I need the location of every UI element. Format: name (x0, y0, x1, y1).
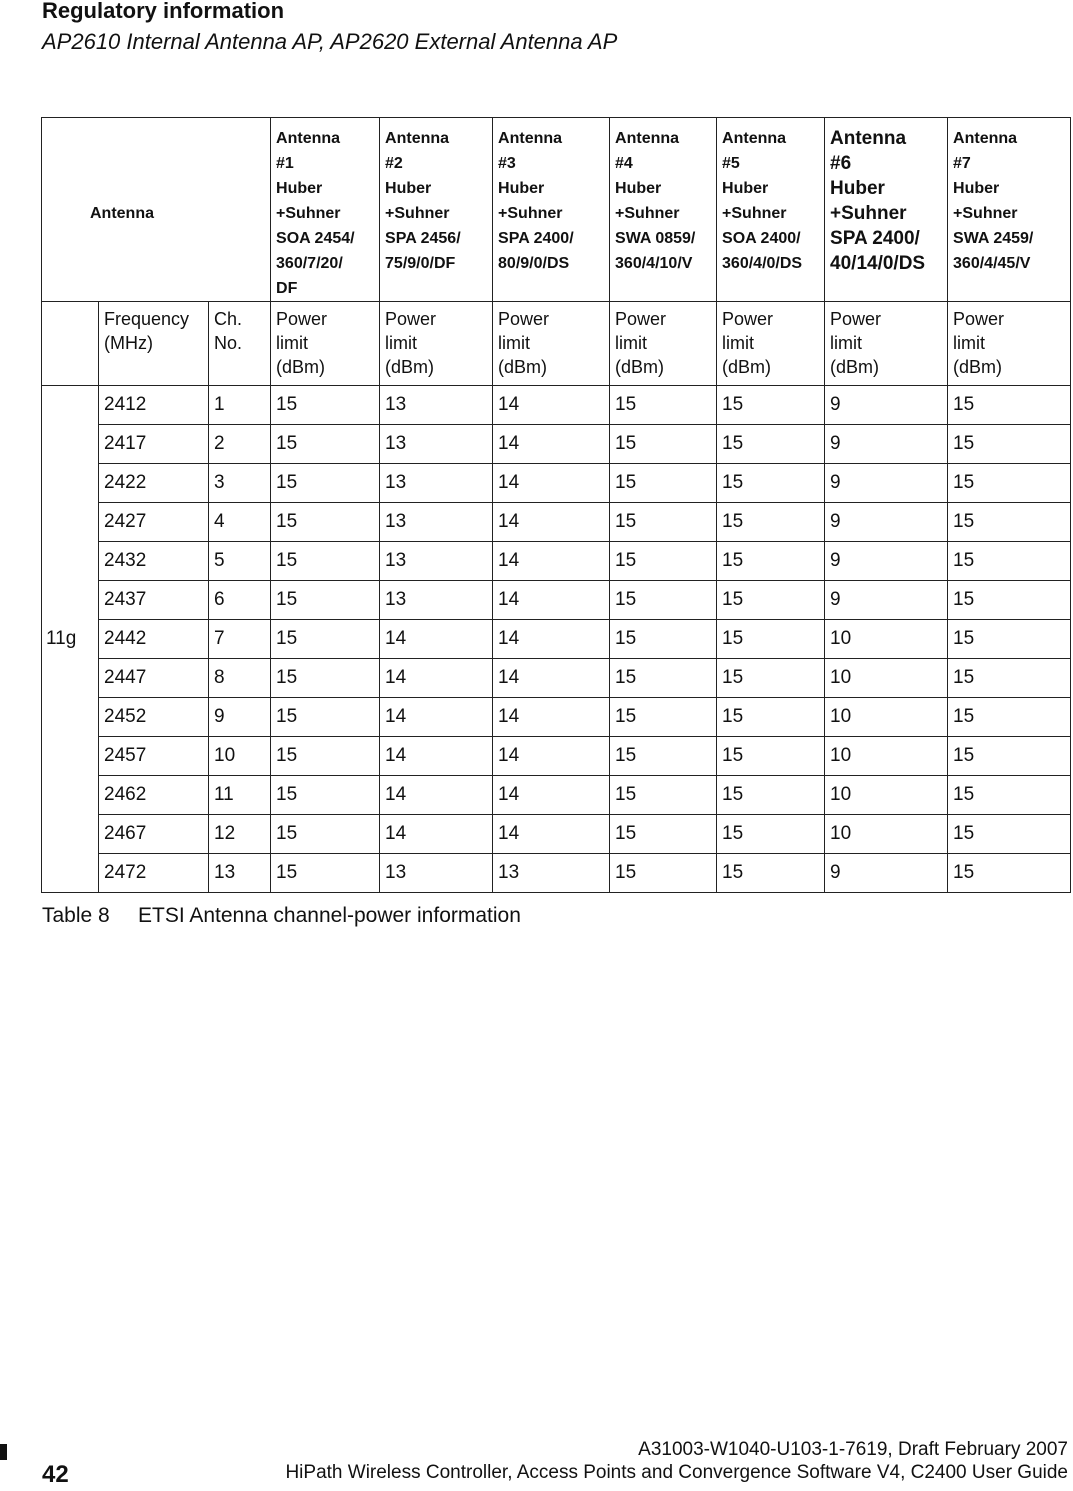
table-caption-number: Table 8 (42, 904, 110, 927)
power-limit-cell: 15 (948, 464, 1071, 503)
power-limit-cell: 15 (948, 386, 1071, 425)
power-limit-cell: 15 (610, 698, 717, 737)
power-limit-cell: 14 (380, 815, 493, 854)
section-title: Regulatory information (42, 0, 285, 23)
antenna-header-1: Antenna #1 Huber +Suhner SOA 2454/ 360/7/20/ DF (271, 118, 380, 302)
frequency-cell: 2432 (99, 542, 209, 581)
power-limit-cell: 15 (717, 464, 825, 503)
frequency-cell: 2442 (99, 620, 209, 659)
power-limit-cell: 9 (825, 581, 948, 620)
frequency-cell: 2412 (99, 386, 209, 425)
table-row (42, 581, 1071, 620)
document-id: A31003-W1040-U103-1-7619, Draft February 2007 (638, 1439, 1068, 1460)
power-limit-cell: 15 (271, 620, 380, 659)
channel-cell: 11 (209, 776, 271, 815)
power-limit-cell: 10 (825, 659, 948, 698)
power-limit-cell: 15 (271, 425, 380, 464)
power-limit-cell: 9 (825, 464, 948, 503)
power-limit-cell: 9 (825, 542, 948, 581)
power-limit-cell: 15 (948, 698, 1071, 737)
power-limit-cell: 15 (948, 737, 1071, 776)
frequency-cell: 2427 (99, 503, 209, 542)
power-limit-cell: 15 (271, 698, 380, 737)
channel-cell: 5 (209, 542, 271, 581)
antenna-header-7: Antenna #7 Huber +Suhner SWA 2459/ 360/4/45/V (948, 118, 1071, 302)
channel-cell: 12 (209, 815, 271, 854)
table-row (42, 464, 1071, 503)
power-limit-cell: 15 (610, 464, 717, 503)
channel-cell: 7 (209, 620, 271, 659)
power-limit-cell: 14 (493, 815, 610, 854)
section-subtitle: AP2610 Internal Antenna AP, AP2620 External Antenna AP (42, 29, 618, 54)
power-limit-cell: 14 (380, 620, 493, 659)
power-limit-cell: 15 (271, 815, 380, 854)
power-limit-cell: 14 (380, 659, 493, 698)
channel-header: Ch. No. (209, 302, 271, 386)
frequency-cell: 2462 (99, 776, 209, 815)
power-limit-cell: 15 (948, 776, 1071, 815)
power-limit-cell: 15 (610, 776, 717, 815)
power-limit-cell: 15 (717, 854, 825, 893)
power-limit-cell: 15 (610, 542, 717, 581)
power-limit-cell: 15 (717, 386, 825, 425)
power-limit-cell: 13 (380, 425, 493, 464)
channel-cell: 6 (209, 581, 271, 620)
table-row (42, 386, 1071, 425)
frequency-cell: 2417 (99, 425, 209, 464)
power-limit-cell: 15 (271, 737, 380, 776)
units-header-row (42, 302, 1071, 386)
power-limit-header-6: Power limit (dBm) (825, 302, 948, 386)
document-title: HiPath Wireless Controller, Access Points and Convergence Software V4, C2400 User Guide (285, 1462, 1068, 1483)
power-limit-header-3: Power limit (dBm) (493, 302, 610, 386)
power-limit-cell: 14 (380, 737, 493, 776)
channel-cell: 4 (209, 503, 271, 542)
power-limit-cell: 15 (717, 542, 825, 581)
power-limit-cell: 14 (493, 386, 610, 425)
power-limit-cell: 10 (825, 776, 948, 815)
power-limit-cell: 9 (825, 854, 948, 893)
power-limit-cell: 15 (717, 659, 825, 698)
table-row (42, 854, 1071, 893)
table-row (42, 776, 1071, 815)
power-limit-header-2: Power limit (dBm) (380, 302, 493, 386)
power-limit-cell: 15 (610, 737, 717, 776)
frequency-cell: 2422 (99, 464, 209, 503)
power-limit-cell: 15 (271, 464, 380, 503)
table-row (42, 815, 1071, 854)
power-limit-cell: 14 (493, 464, 610, 503)
channel-cell: 2 (209, 425, 271, 464)
table-row (42, 620, 1071, 659)
power-limit-cell: 15 (610, 854, 717, 893)
antenna-column-label: Antenna (42, 118, 271, 302)
power-limit-cell: 15 (610, 581, 717, 620)
power-limit-cell: 15 (717, 815, 825, 854)
power-limit-cell: 10 (825, 815, 948, 854)
power-limit-cell: 15 (610, 503, 717, 542)
table-row (42, 503, 1071, 542)
power-limit-cell: 13 (380, 386, 493, 425)
band-header-blank (42, 302, 99, 386)
power-limit-cell: 13 (380, 464, 493, 503)
power-limit-cell: 15 (610, 620, 717, 659)
power-limit-cell: 15 (610, 386, 717, 425)
power-limit-cell: 13 (493, 854, 610, 893)
power-limit-header-5: Power limit (dBm) (717, 302, 825, 386)
power-limit-cell: 9 (825, 425, 948, 464)
channel-cell: 13 (209, 854, 271, 893)
channel-cell: 1 (209, 386, 271, 425)
power-limit-cell: 15 (948, 542, 1071, 581)
power-limit-cell: 13 (380, 503, 493, 542)
power-limit-cell: 15 (610, 425, 717, 464)
power-limit-cell: 15 (717, 698, 825, 737)
page-number: 42 (42, 1461, 69, 1488)
power-limit-cell: 15 (271, 854, 380, 893)
table-caption-text: ETSI Antenna channel-power information (138, 904, 521, 927)
frequency-cell: 2457 (99, 737, 209, 776)
power-limit-cell: 15 (271, 542, 380, 581)
power-limit-header-1: Power limit (dBm) (271, 302, 380, 386)
table-caption (42, 904, 521, 928)
power-limit-cell: 14 (493, 581, 610, 620)
power-limit-cell: 15 (948, 659, 1071, 698)
power-limit-cell: 15 (717, 425, 825, 464)
power-limit-header-7: Power limit (dBm) (948, 302, 1071, 386)
frequency-cell: 2447 (99, 659, 209, 698)
frequency-cell: 2472 (99, 854, 209, 893)
power-limit-cell: 15 (948, 425, 1071, 464)
table-row (42, 659, 1071, 698)
power-limit-cell: 10 (825, 620, 948, 659)
channel-cell: 10 (209, 737, 271, 776)
power-limit-cell: 15 (717, 737, 825, 776)
table-row (42, 542, 1071, 581)
power-limit-cell: 15 (271, 503, 380, 542)
channel-cell: 8 (209, 659, 271, 698)
power-limit-cell: 15 (717, 503, 825, 542)
power-limit-cell: 15 (271, 581, 380, 620)
power-limit-cell: 15 (271, 776, 380, 815)
band-label: 11g (42, 386, 99, 893)
power-limit-cell: 15 (717, 581, 825, 620)
power-limit-cell: 15 (271, 386, 380, 425)
antenna-header-2: Antenna #2 Huber +Suhner SPA 2456/ 75/9/0/DF (380, 118, 493, 302)
power-limit-cell: 15 (948, 854, 1071, 893)
power-limit-cell: 15 (948, 503, 1071, 542)
change-bar (0, 1444, 7, 1460)
power-limit-cell: 15 (610, 659, 717, 698)
power-limit-cell: 14 (493, 425, 610, 464)
frequency-cell: 2452 (99, 698, 209, 737)
table-row (42, 425, 1071, 464)
channel-cell: 9 (209, 698, 271, 737)
power-limit-cell: 14 (380, 698, 493, 737)
power-limit-cell: 13 (380, 581, 493, 620)
table-row (42, 698, 1071, 737)
power-limit-cell: 15 (717, 620, 825, 659)
power-limit-cell: 14 (493, 659, 610, 698)
power-limit-cell: 15 (948, 815, 1071, 854)
power-limit-cell: 14 (493, 698, 610, 737)
antenna-header-3: Antenna #3 Huber +Suhner SPA 2400/ 80/9/0/DS (493, 118, 610, 302)
power-limit-cell: 9 (825, 386, 948, 425)
power-limit-header-4: Power limit (dBm) (610, 302, 717, 386)
antenna-header-4: Antenna #4 Huber +Suhner SWA 0859/ 360/4/10/V (610, 118, 717, 302)
power-limit-cell: 15 (271, 659, 380, 698)
power-limit-cell: 15 (717, 776, 825, 815)
power-limit-cell: 9 (825, 503, 948, 542)
antenna-header-row (42, 118, 1071, 302)
power-limit-cell: 15 (948, 581, 1071, 620)
power-limit-cell: 14 (493, 776, 610, 815)
frequency-cell: 2437 (99, 581, 209, 620)
power-limit-cell: 15 (610, 815, 717, 854)
power-limit-cell: 14 (493, 620, 610, 659)
power-limit-cell: 15 (948, 620, 1071, 659)
antenna-header-5: Antenna #5 Huber +Suhner SOA 2400/ 360/4/0/DS (717, 118, 825, 302)
frequency-cell: 2467 (99, 815, 209, 854)
power-limit-cell: 13 (380, 854, 493, 893)
power-limit-cell: 14 (380, 776, 493, 815)
frequency-header: Frequency (MHz) (99, 302, 209, 386)
power-limit-cell: 10 (825, 737, 948, 776)
channel-cell: 3 (209, 464, 271, 503)
power-limit-cell: 10 (825, 698, 948, 737)
table-row (42, 737, 1071, 776)
power-limit-cell: 14 (493, 503, 610, 542)
power-limit-cell: 13 (380, 542, 493, 581)
etsi-channel-power-table (41, 117, 1071, 893)
power-limit-cell: 14 (493, 542, 610, 581)
antenna-header-6: Antenna #6 Huber +Suhner SPA 2400/ 40/14/0/DS (825, 118, 948, 302)
power-limit-cell: 14 (493, 737, 610, 776)
